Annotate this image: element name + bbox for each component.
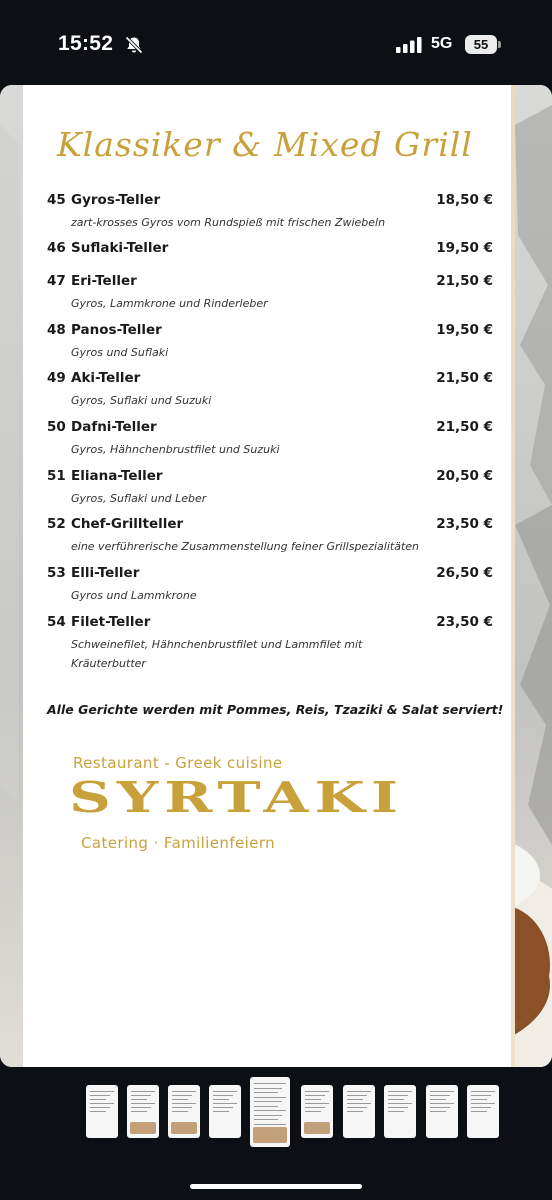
thumbnail-text-line xyxy=(213,1103,237,1104)
thumbnail-text-line xyxy=(305,1099,321,1100)
thumbnail-text-line xyxy=(254,1106,278,1107)
item-description: Gyros, Lammkrone und Rinderleber xyxy=(71,297,268,310)
item-description: zart-krosses Gyros vom Rundspieß mit frischen Zwiebeln xyxy=(71,216,386,229)
bell-slash-icon xyxy=(124,35,144,55)
thumbnail-food-image xyxy=(253,1127,287,1143)
thumbnail-text-line xyxy=(131,1111,147,1112)
item-number: 53 xyxy=(47,565,66,581)
thumbnail-text-line xyxy=(430,1107,450,1108)
thumbnail-text-line xyxy=(131,1095,151,1096)
battery-nub xyxy=(498,41,501,48)
thumbnail-text-line xyxy=(430,1099,446,1100)
page-thumbnail[interactable] xyxy=(426,1085,458,1138)
thumbnail-text-line xyxy=(213,1095,233,1096)
thumbnail-text-line xyxy=(388,1103,412,1104)
thumbnail-text-line xyxy=(131,1107,151,1108)
menu-page xyxy=(23,85,511,1067)
restaurant-services: Catering · Familienfeiern xyxy=(81,834,276,852)
item-description: Gyros, Suflaki und Leber xyxy=(71,492,207,505)
item-price: 26,50 € xyxy=(436,565,493,581)
thumbnail-text-line xyxy=(90,1107,110,1108)
item-description: Gyros und Lammkrone xyxy=(71,589,197,602)
item-name: Chef-Grillteller xyxy=(71,516,184,532)
thumbnail-text-line xyxy=(305,1091,329,1092)
thumbnail-text-line xyxy=(388,1107,408,1108)
item-price: 20,50 € xyxy=(436,468,493,484)
thumbnail-text-line xyxy=(305,1111,321,1112)
item-number: 52 xyxy=(47,516,66,532)
item-number: 45 xyxy=(47,192,66,208)
item-name: Elli-Teller xyxy=(71,565,140,581)
page-fade-overlay xyxy=(23,785,511,1067)
thumbnail-text-line xyxy=(430,1111,446,1112)
thumbnail-text-line xyxy=(172,1111,188,1112)
thumbnail-text-line xyxy=(254,1124,286,1125)
item-description: Gyros und Suflaki xyxy=(71,346,169,359)
item-price: 19,50 € xyxy=(436,322,493,338)
thumbnail-text-line xyxy=(388,1095,408,1096)
item-price: 23,50 € xyxy=(436,516,493,532)
page-thumbnail[interactable] xyxy=(168,1085,200,1138)
thumbnail-text-line xyxy=(430,1103,454,1104)
page-thumbnail[interactable] xyxy=(209,1085,241,1138)
page-thumbnail[interactable] xyxy=(86,1085,118,1138)
menu-footnote: Alle Gerichte werden mit Pommes, Reis, Tzaziki & Salat serviert! xyxy=(47,702,504,717)
item-price: 18,50 € xyxy=(436,192,493,208)
item-number: 54 xyxy=(47,614,66,630)
thumbnail-text-line xyxy=(213,1107,233,1108)
item-price: 21,50 € xyxy=(436,370,493,386)
thumbnail-text-line xyxy=(254,1083,286,1084)
item-name: Dafni-Teller xyxy=(71,419,157,435)
thumbnail-text-line xyxy=(213,1099,229,1100)
thumbnail-text-line xyxy=(90,1095,110,1096)
thumbnail-text-line xyxy=(131,1099,147,1100)
battery-icon xyxy=(465,35,497,54)
item-price: 21,50 € xyxy=(436,419,493,435)
restaurant-logo: SYRTAKI xyxy=(69,773,405,822)
item-price: 21,50 € xyxy=(436,273,493,289)
item-description: eine verführerische Zusammenstellung feiner Grillspezialitäten xyxy=(71,540,419,553)
thumbnail-text-line xyxy=(90,1091,114,1092)
status-time: 15:52 xyxy=(58,32,114,55)
thumbnail-text-line xyxy=(347,1111,363,1112)
item-name: Aki-Teller xyxy=(71,370,141,386)
item-number: 51 xyxy=(47,468,66,484)
thumbnail-text-line xyxy=(388,1099,404,1100)
page-edge xyxy=(511,85,515,1067)
thumbnail-strip xyxy=(0,1075,552,1149)
thumbnail-text-line xyxy=(388,1111,404,1112)
item-name: Eri-Teller xyxy=(71,273,137,289)
item-name: Filet-Teller xyxy=(71,614,151,630)
item-name: Gyros-Teller xyxy=(71,192,161,208)
thumbnail-text-line xyxy=(254,1097,286,1098)
item-number: 50 xyxy=(47,419,66,435)
cellular-signal-icon xyxy=(396,37,424,53)
item-name: Suflaki-Teller xyxy=(71,240,169,256)
thumbnail-text-line xyxy=(254,1092,278,1093)
status-bar xyxy=(0,0,552,86)
thumbnail-text-line xyxy=(347,1107,367,1108)
battery-level: 55 xyxy=(473,37,489,52)
item-price: 23,50 € xyxy=(436,614,493,630)
thumbnail-text-line xyxy=(388,1091,412,1092)
thumbnail-text-line xyxy=(347,1103,371,1104)
thumbnail-text-line xyxy=(305,1095,325,1096)
item-price: 19,50 € xyxy=(436,240,493,256)
item-number: 49 xyxy=(47,370,66,386)
page-thumbnail[interactable] xyxy=(250,1077,290,1147)
item-description: Schweinefilet, Hähnchenbrustfilet und Lammfilet mit Kräuterbutter xyxy=(71,638,363,670)
page-thumbnail[interactable] xyxy=(467,1085,499,1138)
thumbnail-text-line xyxy=(90,1099,106,1100)
thumbnail-text-line xyxy=(254,1088,282,1089)
thumbnail-text-line xyxy=(347,1095,367,1096)
restaurant-tagline: Restaurant - Greek cuisine xyxy=(73,754,283,772)
item-number: 47 xyxy=(47,273,66,289)
thumbnail-text-line xyxy=(305,1103,329,1104)
thumbnail-text-line xyxy=(172,1091,196,1092)
home-indicator xyxy=(190,1184,362,1189)
menu-heading: Klassiker & Mixed Grill xyxy=(57,125,473,164)
thumbnail-text-line xyxy=(90,1103,114,1104)
page-fade-rect xyxy=(23,785,511,1067)
thumbnail-text-line xyxy=(172,1099,188,1100)
thumbnail-text-line xyxy=(430,1095,450,1096)
thumbnail-text-line xyxy=(347,1099,363,1100)
thumbnail-text-line xyxy=(131,1091,155,1092)
item-number: 46 xyxy=(47,240,66,256)
thumbnail-text-line xyxy=(254,1115,282,1116)
thumbnail-text-line xyxy=(471,1095,491,1096)
page-thumbnail[interactable] xyxy=(301,1085,333,1138)
item-description: Gyros, Suflaki und Suzuki xyxy=(71,394,212,407)
item-name: Eliana-Teller xyxy=(71,468,163,484)
image-viewer[interactable] xyxy=(0,85,552,1067)
thumbnail-text-line xyxy=(471,1107,491,1108)
network-type: 5G xyxy=(431,35,453,52)
thumbnail-text-line xyxy=(430,1091,454,1092)
thumbnail-text-line xyxy=(254,1110,286,1111)
thumbnail-text-line xyxy=(471,1111,487,1112)
thumbnail-food-image xyxy=(304,1122,330,1134)
thumbnail-text-line xyxy=(305,1107,325,1108)
thumbnail-food-image xyxy=(171,1122,197,1134)
thumbnail-text-line xyxy=(131,1103,155,1104)
thumbnail-text-line xyxy=(254,1119,278,1120)
thumbnail-text-line xyxy=(471,1103,495,1104)
thumbnail-text-line xyxy=(172,1107,192,1108)
item-description: Gyros, Hähnchenbrustfilet und Suzuki xyxy=(71,443,280,456)
thumbnail-text-line xyxy=(471,1099,487,1100)
item-number: 48 xyxy=(47,322,66,338)
thumbnail-text-line xyxy=(471,1091,495,1092)
thumbnail-text-line xyxy=(90,1111,106,1112)
thumbnail-text-line xyxy=(213,1091,237,1092)
thumbnail-text-line xyxy=(254,1101,282,1102)
page-thumbnail[interactable] xyxy=(343,1085,375,1138)
thumbnail-text-line xyxy=(347,1091,371,1092)
thumbnail-text-line xyxy=(172,1095,192,1096)
thumbnail-text-line xyxy=(213,1111,229,1112)
thumbnail-text-line xyxy=(172,1103,196,1104)
page-thumbnail[interactable] xyxy=(384,1085,416,1138)
thumbnail-food-image xyxy=(130,1122,156,1134)
page-thumbnail[interactable] xyxy=(127,1085,159,1138)
item-name: Panos-Teller xyxy=(71,322,162,338)
